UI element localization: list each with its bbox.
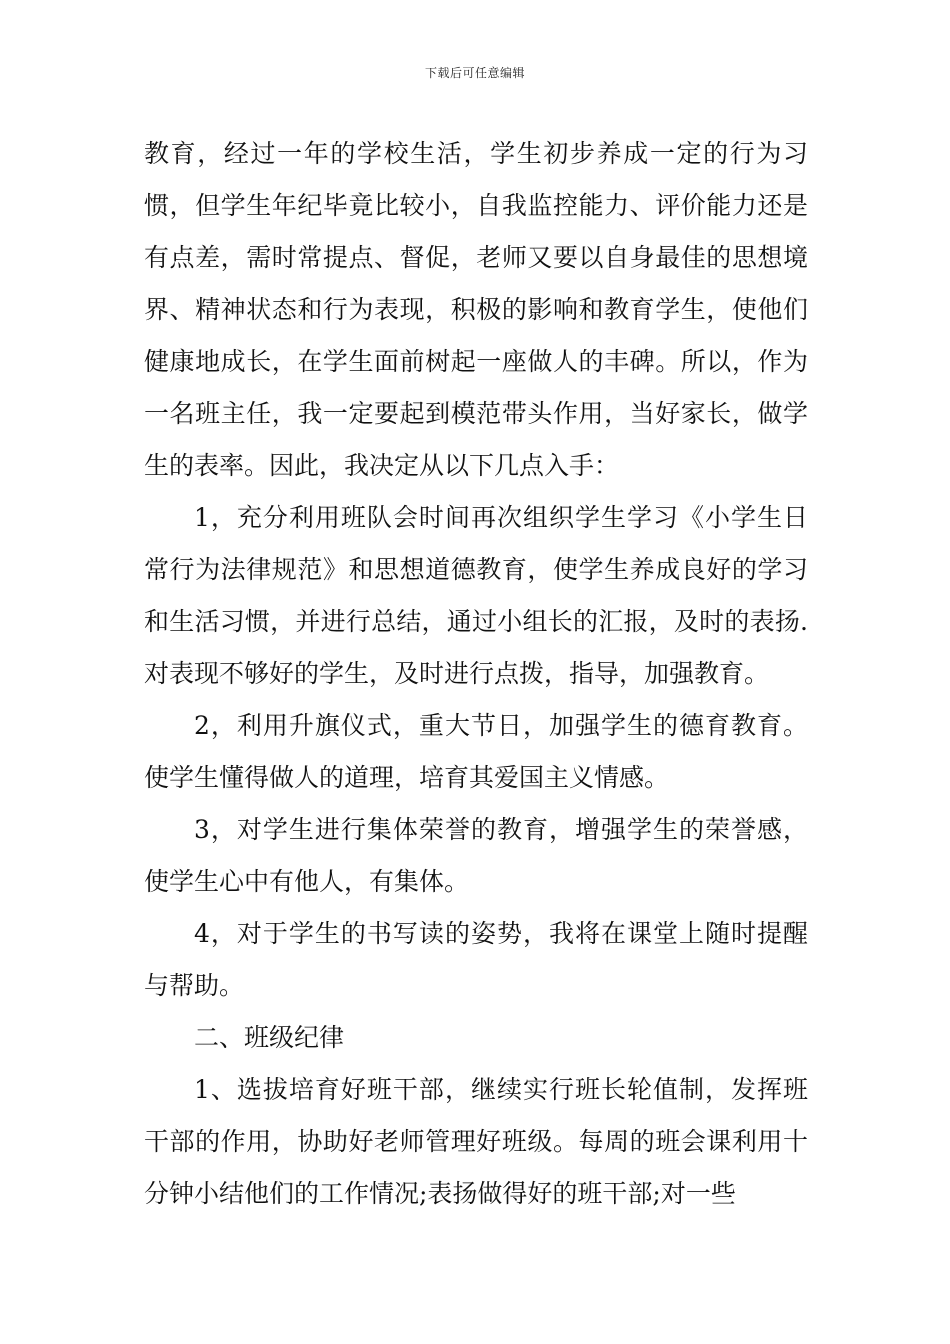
page-header: 下载后可任意编辑: [424, 66, 525, 80]
section-heading-class-discipline: 二、班级纪律: [194, 1023, 345, 1052]
paragraph-item-2: 2，利用升旗仪式，重大节日，加强学生的德育教育。使学生懂得做人的道理，培育其爱国主义情感。: [144, 711, 808, 792]
document-body: [144, 128, 808, 1220]
paragraph-item-1: 1，充分利用班队会时间再次组织学生学习《小学生日常行为法律规范》和思想道德教育，使学生养成良好的学习和生活习惯，并进行总结，通过小组长的汇报，及时的表扬.对表现不够好的学生，及时进行点拨，指导，加强教育。: [144, 503, 808, 688]
paragraph-item-3: 3，对学生进行集体荣誉的教育，增强学生的荣誉感，使学生心中有他人，有集体。: [144, 815, 808, 896]
paragraph-discipline-item-1: 1、选拔培育好班干部，继续实行班长轮值制，发挥班干部的作用，协助好老师管理好班级。每周的班会课利用十分钟小结他们的工作情况;表扬做得好的班干部;对一些: [144, 1075, 808, 1208]
paragraph-intro: 教育，经过一年的学校生活，学生初步养成一定的行为习惯，但学生年纪毕竟比较小，自我监控能力、评价能力还是有点差，需时常提点、督促，老师又要以自身最佳的思想境界、精神状态和行为表现，积极的影响和教育学生，使他们健康地成长，在学生面前树起一座做人的丰碑。所以，作为一名班主任，我一定要起到模范带头作用，当好家长，做学生的表率。因此，我决定从以下几点入手：: [144, 139, 808, 480]
paragraph-item-4: 4，对于学生的书写读的姿势，我将在课堂上随时提醒与帮助。: [144, 919, 808, 1000]
